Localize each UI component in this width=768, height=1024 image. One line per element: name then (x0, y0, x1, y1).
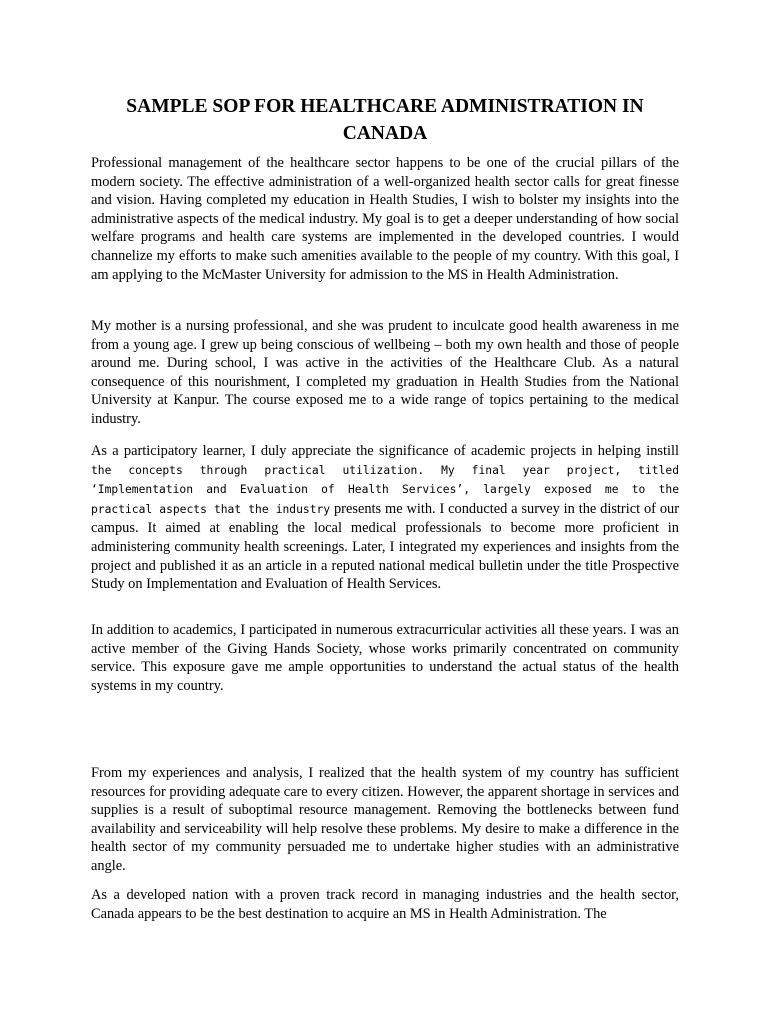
paragraph-canada: As a developed nation with a proven track record in managing industries and the health sector, Canada appears to be the best destination to acquire an MS in Health Administration. The (91, 887, 679, 922)
paragraph-academic-project-mono: the concepts through practical utilization. My final year project, titled ‘Implementation and Evaluation of Health Services’, largely exposed me to the practical aspects that the industry (91, 463, 679, 516)
paragraph-academic-project (91, 442, 679, 594)
paragraph-intro: Professional management of the healthcare sector happens to be one of the crucial pillars of the modern society. The effective administration of a well-organized health sector calls for great finesse and vision. Having completed my education in Health Studies, I wish to bolster my insights into the administrative aspects of the medical industry. My goal is to get a deeper understanding of how social welfare programs and health care systems are implemented in the developed countries. I would channelize my efforts to make such amenities available to the people of my country. With this goal, I am applying to the McMaster University for admission to the MS in Health Administration. (91, 155, 679, 283)
paragraph-background: My mother is a nursing professional, and she was prudent to inculcate good health awareness in me from a young age. I grew up being conscious of wellbeing – both my own health and those of people around me. During school, I was active in the activities of the Healthcare Club. As a natural consequence of this nourishment, I completed my graduation in Health Studies from the National University at Kanpur. The course exposed me to a wide range of topics pertaining to the medical industry. (91, 318, 679, 427)
paragraph-academic-project-part2: presents me with. I conducted a survey in the district of our campus. It aimed at enabling the local medical professionals to become more proficient in administering community health screenings. Later, I integrated my experiences and insights from the project and published it as an article in a reputed national medical bulletin under the title Prospective Study on Implementation and Evaluation of Health Services. (91, 500, 680, 593)
paragraph-extracurricular: In addition to academics, I participated in numerous extracurricular activities all these years. I was an active member of the Giving Hands Society, whose works primarily concentrated on community service. This exposure gave me ample opportunities to understand the actual status of the health systems in my country. (91, 622, 679, 694)
paragraph-academic-project-part1: As a participatory learner, I duly appreciate the significance of academic projects in helping instill (91, 443, 679, 459)
document-title: SAMPLE SOP FOR HEALTHCARE ADMINISTRATION IN CANADA (126, 96, 644, 144)
paragraph-analysis: From my experiences and analysis, I realized that the health system of my country has sufficient resources for providing adequate care to every citizen. However, the apparent shortage in services and supplies is a result of suboptimal resource management. Removing the bottlenecks between fund availability and serviceability will help resolve these problems. My desire to make a difference in the health sector of my community persuaded me to undertake higher studies with an administrative angle. (91, 765, 679, 874)
